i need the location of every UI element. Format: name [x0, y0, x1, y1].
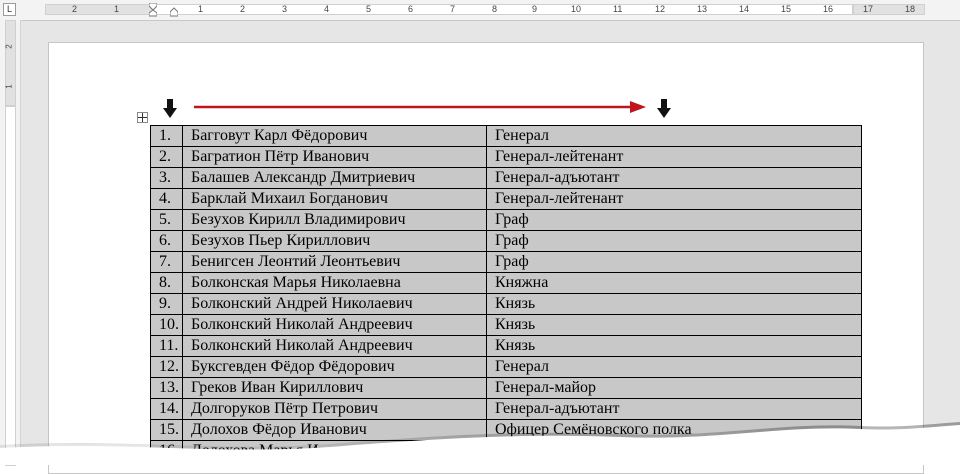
rank-cell[interactable]: Офицер Семёновского полка: [487, 420, 862, 441]
row-number-cell[interactable]: 7.: [151, 252, 183, 273]
name-cell[interactable]: Барклай Михаил Богданович: [183, 189, 487, 210]
name-cell[interactable]: Багратион Пётр Иванович: [183, 147, 487, 168]
row-number-cell[interactable]: 13.: [151, 378, 183, 399]
table-row[interactable]: [151, 126, 862, 147]
rank-cell[interactable]: Князь: [487, 315, 862, 336]
rank-cell[interactable]: Князь: [487, 336, 862, 357]
ruler-number: 15: [781, 4, 792, 14]
rank-cell[interactable]: Генерал-лейтенант: [487, 147, 862, 168]
ruler-number: 13: [697, 4, 708, 14]
row-number-cell[interactable]: 6.: [151, 231, 183, 252]
move-cross-icon: [138, 113, 147, 122]
ruler-number: 4: [324, 4, 330, 14]
table-row[interactable]: [151, 357, 862, 378]
table-row[interactable]: [151, 294, 862, 315]
table-row[interactable]: [151, 252, 862, 273]
ruler-top-margin: [5, 20, 16, 106]
rank-cell[interactable]: Граф: [487, 252, 862, 273]
row-number-cell[interactable]: 11.: [151, 336, 183, 357]
name-cell[interactable]: Багговут Карл Фёдорович: [183, 126, 487, 147]
name-cell[interactable]: Болконский Николай Андреевич: [183, 336, 487, 357]
name-cell[interactable]: Болконский Николай Андреевич: [183, 315, 487, 336]
table-row[interactable]: [151, 315, 862, 336]
down-arrow-icon: [163, 99, 177, 119]
rank-cell[interactable]: Генерал-адъютант: [487, 168, 862, 189]
table-row[interactable]: [151, 231, 862, 252]
table-row[interactable]: [151, 147, 862, 168]
name-cell[interactable]: Болконская Марья Николаевна: [183, 273, 487, 294]
table-row[interactable]: [151, 336, 862, 357]
ruler-number: 16: [823, 4, 834, 14]
ruler-number: 9: [532, 4, 538, 14]
rank-cell[interactable]: Граф: [487, 231, 862, 252]
vertical-ruler: [0, 20, 21, 465]
row-number-cell[interactable]: 5.: [151, 210, 183, 231]
table-row[interactable]: [151, 210, 862, 231]
row-number-cell[interactable]: 14.: [151, 399, 183, 420]
ruler-number: 1: [114, 4, 120, 14]
row-number-cell[interactable]: 8.: [151, 273, 183, 294]
name-cell[interactable]: Буксгевден Фёдор Фёдорович: [183, 357, 487, 378]
ruler-number: 2: [72, 4, 78, 14]
name-cell[interactable]: Болконский Андрей Николаевич: [183, 294, 487, 315]
ruler-number: 8: [492, 4, 498, 14]
ruler-number: 6: [408, 4, 414, 14]
ruler-number: 17: [863, 4, 874, 14]
name-cell[interactable]: Безухов Пьер Кириллович: [183, 231, 487, 252]
ruler-number: 11: [613, 4, 623, 14]
table-row[interactable]: [151, 168, 862, 189]
ruler-number: 12: [655, 4, 666, 14]
rank-cell[interactable]: Граф: [487, 210, 862, 231]
rank-cell[interactable]: Князь: [487, 294, 862, 315]
red-right-arrow-icon: [190, 100, 650, 114]
rank-cell[interactable]: Княжна: [487, 273, 862, 294]
rank-cell[interactable]: Генерал-майор: [487, 378, 862, 399]
horizontal-ruler: [0, 0, 960, 21]
ruler-number: 10: [571, 4, 582, 14]
row-number-cell[interactable]: 9.: [151, 294, 183, 315]
ruler-number: 7: [450, 4, 456, 14]
ruler-number: 18: [905, 4, 916, 14]
name-cell[interactable]: Долгоруков Пётр Петрович: [183, 399, 487, 420]
ruler-left-margin: [45, 4, 153, 15]
first-line-indent-marker[interactable]: [149, 3, 157, 17]
name-cell[interactable]: Безухов Кирилл Владимирович: [183, 210, 487, 231]
name-cell[interactable]: Балашев Александр Дмитриевич: [183, 168, 487, 189]
row-number-cell[interactable]: 4.: [151, 189, 183, 210]
row-number-cell[interactable]: 3.: [151, 168, 183, 189]
rank-cell[interactable]: Генерал: [487, 126, 862, 147]
down-arrow-icon: [657, 99, 671, 119]
hanging-indent-marker[interactable]: [170, 3, 178, 17]
ruler-number: 14: [739, 4, 750, 14]
table-row[interactable]: [151, 273, 862, 294]
ruler-number: 3: [282, 4, 288, 14]
ruler-number: 2: [4, 44, 14, 49]
table-row[interactable]: [151, 378, 862, 399]
table-move-handle[interactable]: [137, 112, 148, 123]
row-number-cell[interactable]: 15.: [151, 420, 183, 441]
row-number-cell[interactable]: 12.: [151, 357, 183, 378]
rank-cell[interactable]: Генерал: [487, 357, 862, 378]
name-cell[interactable]: Долохов Фёдор Иванович: [183, 420, 487, 441]
row-number-cell[interactable]: 2.: [151, 147, 183, 168]
row-number-cell[interactable]: 10.: [151, 315, 183, 336]
rank-cell[interactable]: Генерал-адъютант: [487, 399, 862, 420]
ruler-number: 2: [240, 4, 246, 14]
rank-cell[interactable]: Генерал-лейтенант: [487, 189, 862, 210]
name-cell[interactable]: Бенигсен Леонтий Леонтьевич: [183, 252, 487, 273]
row-number-cell[interactable]: 1.: [151, 126, 183, 147]
ruler-number: 1: [198, 4, 204, 14]
tab-stop-selector[interactable]: L: [3, 3, 16, 16]
torn-edge-decoration: [0, 400, 960, 465]
ruler-number: 5: [366, 4, 372, 14]
name-cell[interactable]: Греков Иван Кириллович: [183, 378, 487, 399]
table-row[interactable]: [151, 189, 862, 210]
ruler-number: 1: [4, 84, 14, 89]
